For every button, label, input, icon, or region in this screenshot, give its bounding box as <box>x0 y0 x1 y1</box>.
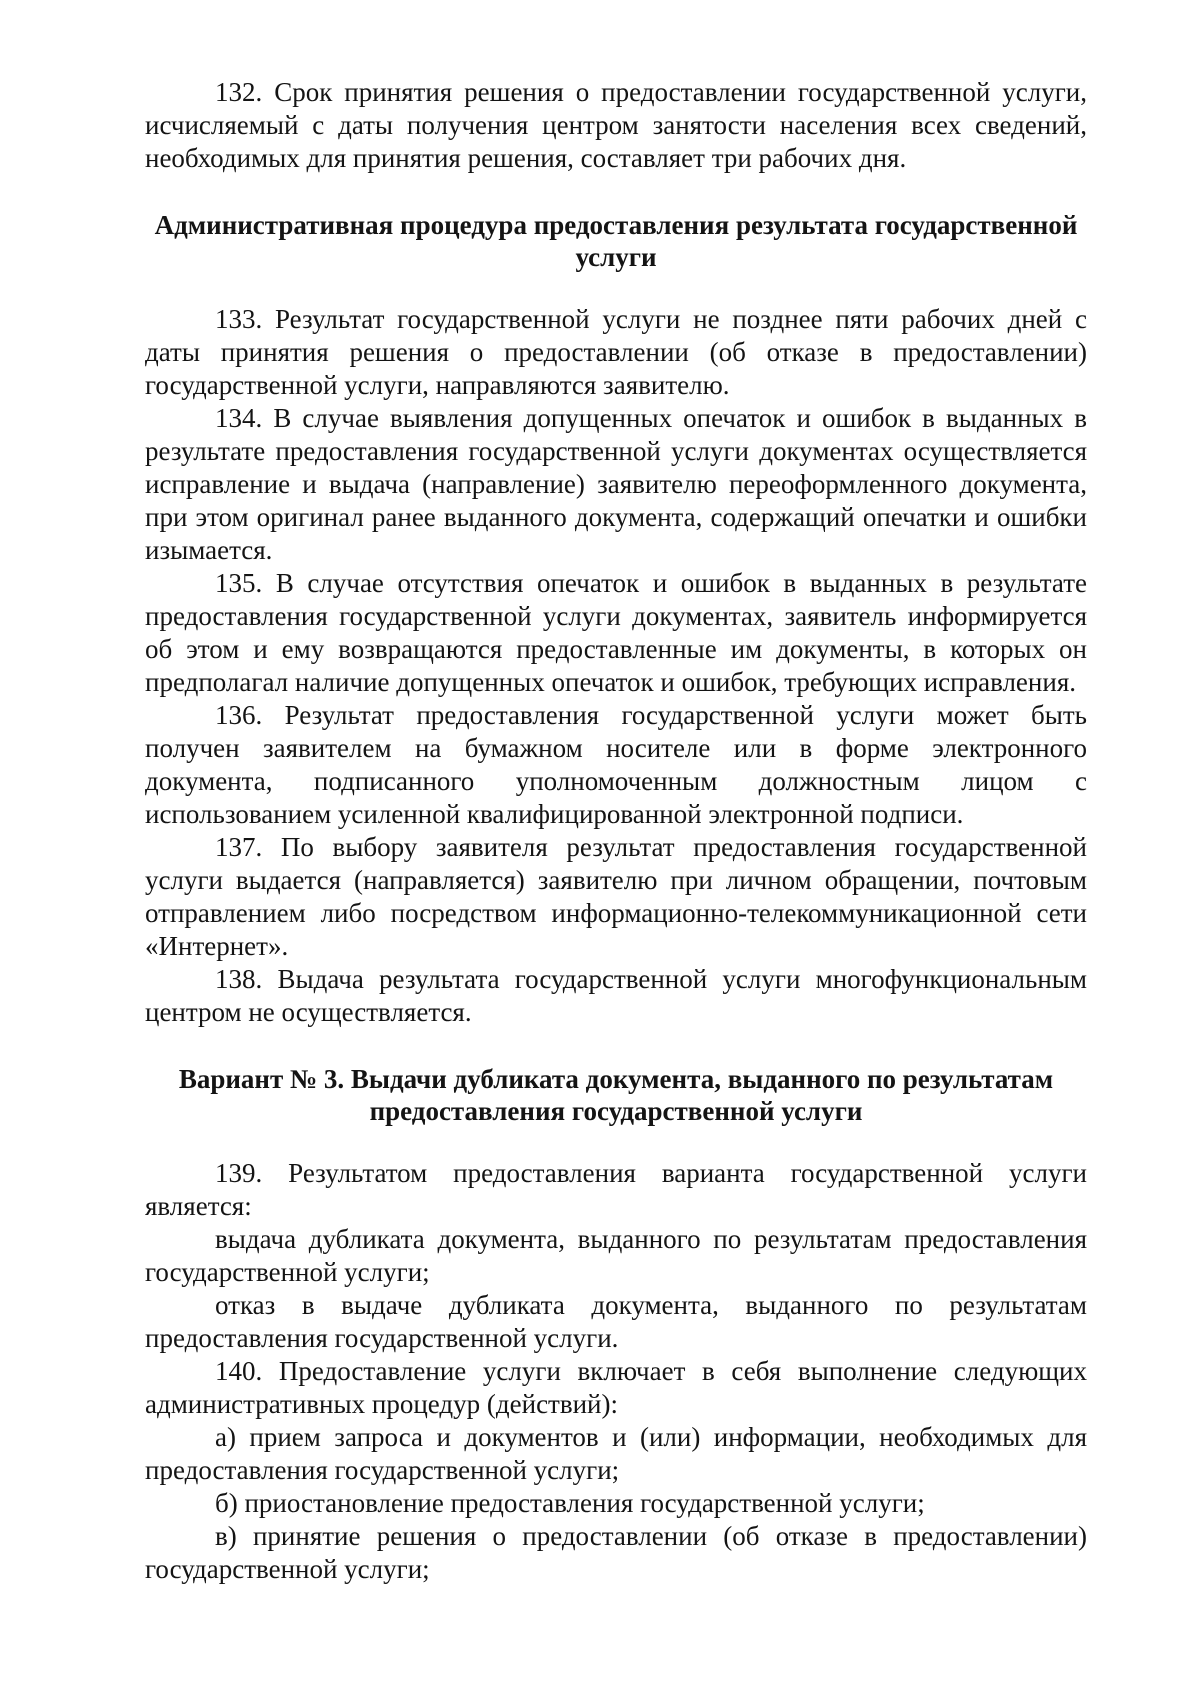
paragraph-137: 137. По выбору заявителя результат предоставления государственной услуги выдается (направляется) заявителю при личном обращении, почтовым отправлением либо посредством информационно-телекоммуникационной сети «Интернет». <box>145 832 1087 961</box>
paragraph-139: 139. Результатом предоставления варианта государственной услуги является: <box>145 1158 1087 1221</box>
paragraph-139-item-refusal: отказ в выдаче дубликата документа, выданного по результатам предоставления государственной услуги. <box>145 1290 1087 1353</box>
paragraph-138: 138. Выдача результата государственной услуги многофункциональным центром не осуществляется. <box>145 964 1087 1027</box>
paragraph-140-item-a: а) прием запроса и документов и (или) информации, необходимых для предоставления государственной услуги; <box>145 1422 1087 1485</box>
paragraph-140-item-b: б) приостановление предоставления государственной услуги; <box>215 1488 925 1518</box>
paragraph-139-item-issue: выдача дубликата документа, выданного по результатам предоставления государственной услуги; <box>145 1224 1087 1287</box>
paragraph-140-item-c: в) принятие решения о предоставлении (об отказе в предоставлении) государственной услуги; <box>145 1521 1087 1584</box>
paragraph-133: 133. Результат государственной услуги не позднее пяти рабочих дней с даты принятия решения о предоставлении (об отказе в предоставлении) государственной услуги, направляются заявителю. <box>145 304 1087 400</box>
paragraph-140: 140. Предоставление услуги включает в себя выполнение следующих административных процедур (действий): <box>145 1356 1087 1419</box>
paragraph-136: 136. Результат предоставления государственной услуги может быть получен заявителем на бумажном носителе или в форме электронного документа, подписанного уполномоченным должностным лицом с использованием усиленной квалифицированной электронной подписи. <box>145 700 1087 829</box>
paragraph-132: 132. Срок принятия решения о предоставлении государственной услуги, исчисляемый с даты получения центром занятости населения всех сведений, необходимых для принятия решения, составляет три рабочих дня. <box>145 77 1087 173</box>
paragraph-135: 135. В случае отсутствия опечаток и ошибок в выданных в результате предоставления государственной услуги документах, заявитель информируется об этом и ему возвращаются предоставленные им документы, в которых он предполагал наличие допущенных опечаток и ошибок, требующих исправления. <box>145 568 1087 697</box>
document-page <box>145 76 1087 1586</box>
section-heading-result-procedure: Административная процедура предоставления результата государственной услуги <box>154 210 1078 272</box>
section-heading-variant-3: Вариант № 3. Выдачи дубликата документа, выданного по результатам предоставления государственной услуги <box>178 1064 1054 1126</box>
paragraph-134: 134. В случае выявления допущенных опечаток и ошибок в выданных в результате предоставления государственной услуги документах осуществляется исправление и выдача (направление) заявителю переоформленного документа, при этом оригинал ранее выданного документа, содержащий опечатки и ошибки изымается. <box>145 403 1087 565</box>
